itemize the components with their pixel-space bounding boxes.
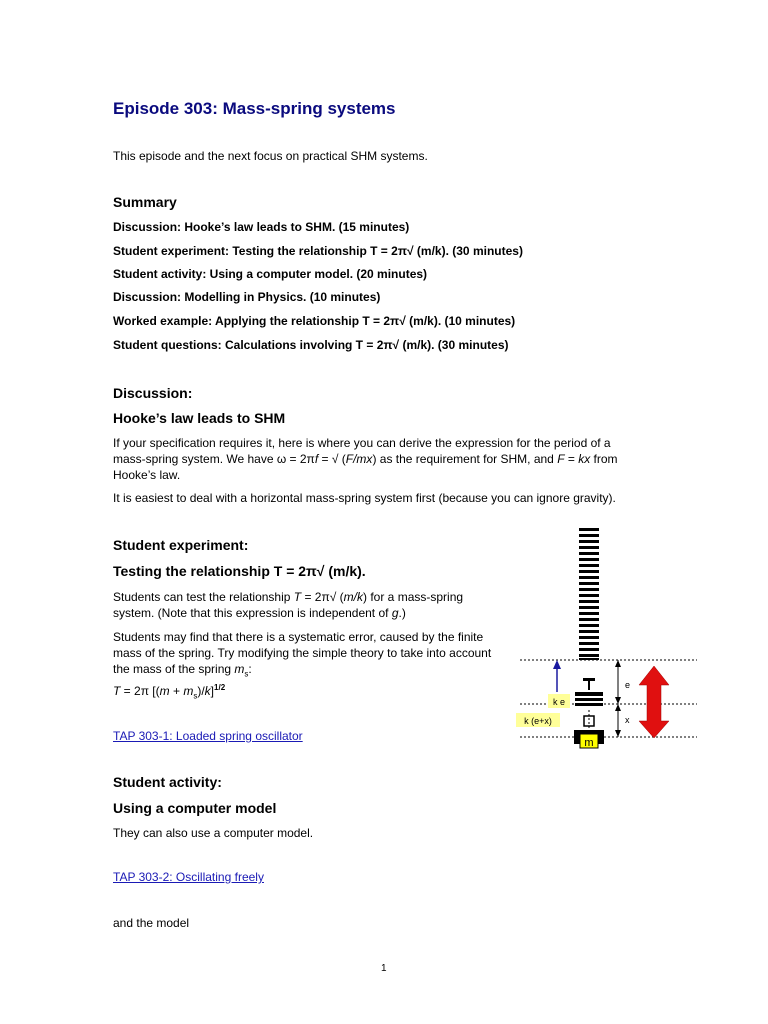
- oscillation-arrow: [639, 666, 669, 738]
- summary-item: Student activity: Using a computer model. (20 minutes): [113, 267, 428, 281]
- summary-item: Worked example: Applying the relationship T = 2π√ (m/k). (10 minutes): [113, 314, 516, 328]
- discussion-paragraph: If your specification requires it, here is where you can derive the expression for the period of a mass-spring system. We have ω = 2πf = √ (F/mx) as the requirement for SHM, and F = kx from Hooke’s law.: [113, 436, 618, 482]
- discussion-heading: Discussion:: [113, 385, 193, 401]
- mass-spring-diagram: [512, 520, 702, 780]
- tap-303-1-link[interactable]: TAP 303-1: Loaded spring oscillator: [113, 729, 303, 743]
- summary-item: Student experiment: Testing the relationship T = 2π√ (m/k). (30 minutes): [113, 244, 523, 258]
- mass-label: m: [584, 737, 594, 749]
- summary-item: Discussion: Hooke’s law leads to SHM. (15 minutes): [113, 220, 410, 234]
- label-kex: k (e+x): [524, 716, 552, 726]
- intro-text: This episode and the next focus on practical SHM systems.: [113, 149, 428, 163]
- label-e: e: [625, 680, 631, 690]
- experiment-paragraph: Students can test the relationship T = 2π√ (m/k) for a mass-spring system. (Note that this expression is independent of g.): [113, 590, 464, 620]
- activity-paragraph: and the model: [113, 916, 190, 930]
- experiment-paragraph: Students may find that there is a systematic error, caused by the finite mass of the spring. Try modifying the simple theory to take into account the mass of the spring $m_s$:: [113, 630, 492, 679]
- spring-mass-formula: T = 2π $[(m + m_s)/k]^{1/2}$: [113, 683, 226, 701]
- activity-heading: Student activity:: [113, 774, 222, 790]
- label-x: x: [625, 715, 630, 725]
- activity-paragraph: They can also use a computer model.: [113, 826, 314, 840]
- discussion-subheading: Hooke’s law leads to SHM: [113, 410, 286, 426]
- tap-303-2-link[interactable]: TAP 303-2: Oscillating freely: [113, 870, 264, 884]
- page-title: Episode 303: Mass-spring systems: [113, 99, 396, 118]
- summary-item: Student questions: Calculations involving T = 2π√ (m/k). (30 minutes): [113, 338, 509, 352]
- activity-subheading: Using a computer model: [113, 800, 277, 816]
- experiment-heading: Student experiment:: [113, 537, 249, 553]
- discussion-paragraph: It is easiest to deal with a horizontal mass-spring system first (because you can ignore gravity).: [113, 491, 616, 505]
- label-ke: k e: [552, 697, 566, 707]
- mass-holder: [575, 692, 603, 696]
- summary-item: Discussion: Modelling in Physics. (10 minutes): [113, 290, 381, 304]
- spring-coils: [579, 528, 599, 660]
- page-number: 1: [381, 963, 387, 974]
- summary-heading: Summary: [113, 194, 177, 210]
- experiment-subheading: Testing the relationship T = 2π√ (m/k).: [113, 563, 366, 579]
